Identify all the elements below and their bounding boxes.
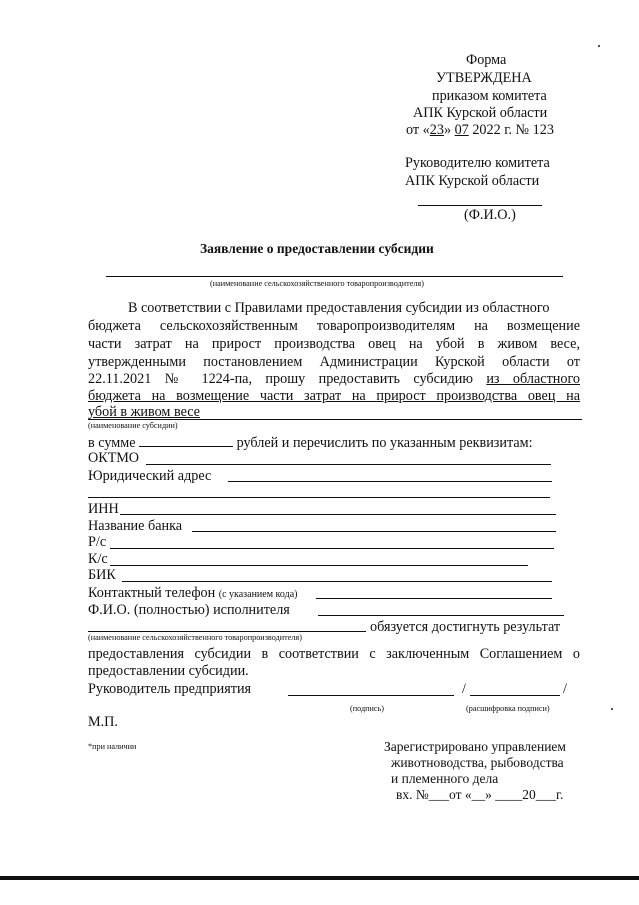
phone-field[interactable]	[316, 598, 552, 599]
bik-label: БИК	[88, 567, 116, 583]
approval-approved: УТВЕРЖДЕНА	[436, 70, 532, 86]
subsidy-name-line[interactable]	[88, 419, 582, 420]
inn-field[interactable]	[120, 514, 556, 515]
inn-label: ИНН	[88, 501, 119, 517]
registration-line-1: Зарегистрировано управлением	[384, 739, 566, 754]
approval-month: 07	[454, 122, 469, 138]
registration-line-3: и племенного дела	[391, 771, 499, 786]
scan-speck	[611, 708, 613, 710]
addressee-fio-label: (Ф.И.О.)	[464, 207, 516, 223]
approval-by-order: приказом комитета	[432, 88, 547, 104]
body-line-4: утвержденными постановлением Администрации Курской области от	[88, 354, 580, 370]
stamp-label: М.П.	[88, 714, 118, 730]
addressee-fio-line[interactable]	[418, 205, 542, 206]
address-field[interactable]	[228, 481, 552, 482]
executor-label: Ф.И.О. (полностью) исполнителя	[88, 602, 290, 618]
approval-day: 23	[429, 122, 444, 138]
obligation-line-3: предоставлении субсидии.	[88, 663, 249, 679]
ks-label: К/с	[88, 551, 108, 567]
obligation-text: обязуется достигнуть результат	[370, 619, 561, 635]
bank-field[interactable]	[192, 531, 556, 532]
obligation-caption: (наименование сельскохозяйственного товаропроизводителя)	[88, 633, 302, 642]
signature-slash-2: /	[563, 681, 567, 697]
body-line-6: бюджета на возмещение части затрат на прирост производства овец на	[88, 388, 580, 404]
address-field-continued[interactable]	[88, 497, 550, 498]
body-line-1: В соответствии с Правилами предоставления субсидии из областного	[128, 300, 550, 316]
registration-number: вх. №___от «__» ____20___г.	[396, 787, 564, 802]
rs-label: Р/с	[88, 534, 107, 550]
producer-name-line[interactable]	[106, 276, 563, 277]
subsidy-caption: (наименование субсидии)	[88, 421, 178, 430]
producer-caption: (наименование сельскохозяйственного товаропроизводителя)	[210, 279, 424, 288]
obligation-producer-line[interactable]	[88, 631, 366, 632]
bik-field[interactable]	[122, 581, 552, 582]
oktmo-label: ОКТМО	[88, 450, 140, 466]
bank-label: Название банка	[88, 518, 183, 534]
amount-field[interactable]	[139, 434, 233, 447]
decoding-caption: (расшифровка подписи)	[466, 704, 550, 713]
body-line-7: убой в живом весе	[88, 404, 200, 420]
decoding-field[interactable]	[470, 695, 560, 696]
phone-label: Контактный телефон (с указанием кода)	[88, 585, 298, 601]
obligation-line-2: предоставления субсидии в соответствии с заключенным Соглашением о	[88, 646, 580, 662]
body-line-5: 22.11.2021 № 1224-па, прошу предоставить субсидию из областного	[88, 371, 581, 387]
phone-note: (с указанием кода)	[218, 589, 298, 600]
addressee-line2: АПК Курской области	[405, 173, 540, 189]
head-label: Руководитель предприятия	[88, 681, 252, 697]
executor-field[interactable]	[318, 615, 564, 616]
body-line-3: части затрат на прирост производства овец на убой в живом весе,	[88, 336, 580, 352]
signature-caption: (подпись)	[350, 704, 384, 713]
oktmo-field[interactable]	[146, 464, 551, 465]
address-label: Юридический адрес	[88, 468, 212, 484]
amount-line: в сумме рублей и перечислить по указанным реквизитам:	[88, 435, 533, 451]
approval-form-label: Форма	[466, 52, 507, 68]
signature-slash-1: /	[462, 681, 466, 697]
approval-date: от «23» 07 2022 г. № 123	[406, 122, 554, 138]
addressee-line1: Руководителю комитета	[405, 155, 550, 171]
approval-committee: АПК Курской области	[413, 105, 548, 121]
ks-field[interactable]	[110, 565, 528, 566]
body-line-2: бюджета сельскохозяйственным товаропроизводителям на возмещение	[88, 318, 580, 334]
registration-line-2: животноводства, рыбоводства	[391, 755, 564, 770]
rs-field[interactable]	[110, 548, 554, 549]
page-title: Заявление о предоставлении субсидии	[200, 241, 434, 256]
scan-speck	[598, 45, 600, 47]
scan-bottom-bar	[0, 876, 639, 880]
footnote: *при наличии	[88, 742, 137, 751]
signature-field[interactable]	[288, 695, 454, 696]
